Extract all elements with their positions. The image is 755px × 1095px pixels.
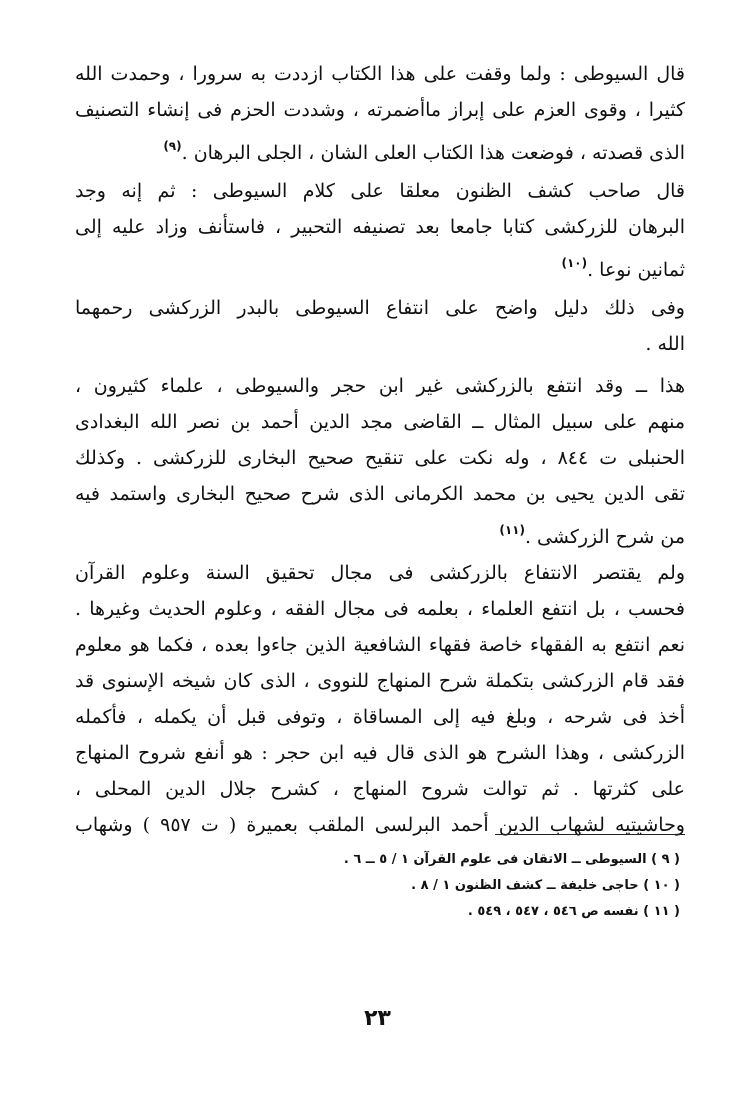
footnote-ref: (٩) — [163, 139, 182, 153]
text-line: أخذ فى شرحه ، وبلغ فيه إلى المساقاة ، وتوفى قبل أن يكمله ، فأكمله — [75, 706, 685, 728]
text-line: من شرح الزركشى . — [524, 526, 685, 548]
text-line-with-note — [75, 128, 685, 164]
paragraph-4 — [75, 368, 685, 548]
paragraph-1 — [75, 56, 685, 164]
text-line: تقى الدين يحيى بن محمد الكرمانى الذى شرح صحيح البخارى واستمد فيه — [75, 483, 685, 505]
footnote-divider — [495, 834, 685, 835]
text-line: الحنبلى ت ٨٤٤ ، وله نكت على تنقيح صحيح البخارى للزركشى . وكذلك — [75, 447, 685, 469]
text-line: منهم على سبيل المثال ــ القاضى مجد الدين أحمد بن نصر الله البغدادى — [75, 411, 685, 433]
text-line: ثمانين نوعا . — [587, 259, 685, 281]
text-line: وفى ذلك دليل واضح على انتفاع السيوطى بالبدر الزركشى رحمهما — [75, 297, 685, 319]
text-line: الله . — [645, 333, 685, 355]
text-line: فحسب ، بل انتفع العلماء ، بعلمه فى مجال الفقه ، وعلوم الحديث وغيرها . — [75, 598, 685, 620]
text-line: هذا ــ وقد انتفع بالزركشى غير ابن حجر والسيوطى ، علماء كثيرون ، — [75, 375, 685, 397]
text-line-with-note — [75, 512, 685, 548]
text-line: الذى قصدته ، فوضعت هذا الكتاب العلى الشان ، الجلى البرهان . — [181, 142, 685, 164]
text-line-with-note — [75, 245, 685, 281]
text-line: كثيرا ، وقوى العزم على إبراز ماأضمرته ، وشددت الحزم فى إنشاء التصنيف — [75, 99, 685, 121]
paragraph-2 — [75, 173, 685, 281]
footnote-ref: (١١) — [499, 523, 525, 537]
text-line: نعم انتفع به الفقهاء خاصة فقهاء الشافعية الذين جاءوا بعده ، فكما هو معلوم — [75, 634, 685, 656]
text-line: وحاشيتيه لشهاب الدين أحمد البرلسى الملقب بعميرة ( ت ٩٥٧ ) وشهاب — [75, 814, 685, 836]
text-line: الزركشى ، وهذا الشرح هو الذى قال فيه ابن حجر : هو أنفع شروح المنهاج — [75, 742, 685, 764]
page-number: ٢٣ — [364, 1006, 391, 1031]
text-line: البرهان للزركشى كتابا جامعا بعد تصنيفه التحبير ، فاستأنف وزاد عليه إلى — [75, 216, 685, 238]
footnotes-list — [80, 847, 680, 925]
footnote-9: ( ٩ ) السيوطى ــ الاتقان فى علوم القرآن ١ / ٥ ــ ٦ . — [343, 852, 680, 867]
text-line: فقد قام الزركشى بتكملة شرح المنهاج للنووى ، الذى كان شيخه الإسنوى قد — [75, 670, 685, 692]
paragraph-3 — [75, 290, 685, 362]
text-line: على كثرتها . ثم توالت شروح المنهاج ، كشرح جلال الدين المحلى ، — [75, 778, 685, 800]
text-line: ولم يقتصر الانتفاع بالزركشى فى مجال تحقيق السنة وعلوم القرآن — [75, 562, 685, 584]
footnote-ref: (١٠) — [561, 256, 588, 270]
footnote-10: ( ١٠ ) حاجى خليفة ــ كشف الظنون ١ / ٨ . — [411, 878, 680, 893]
text-line: قال صاحب كشف الظنون معلقا على كلام السيوطى : ثم إنه وجد — [75, 180, 685, 202]
text-line: قال السيوطى : ولما وقفت على هذا الكتاب ازددت به سرورا ، وحمدت الله — [75, 63, 685, 85]
footnote-11: ( ١١ ) نفسه ص ٥٤٦ ، ٥٤٧ ، ٥٤٩ . — [467, 904, 680, 919]
paragraph-5 — [75, 555, 685, 843]
